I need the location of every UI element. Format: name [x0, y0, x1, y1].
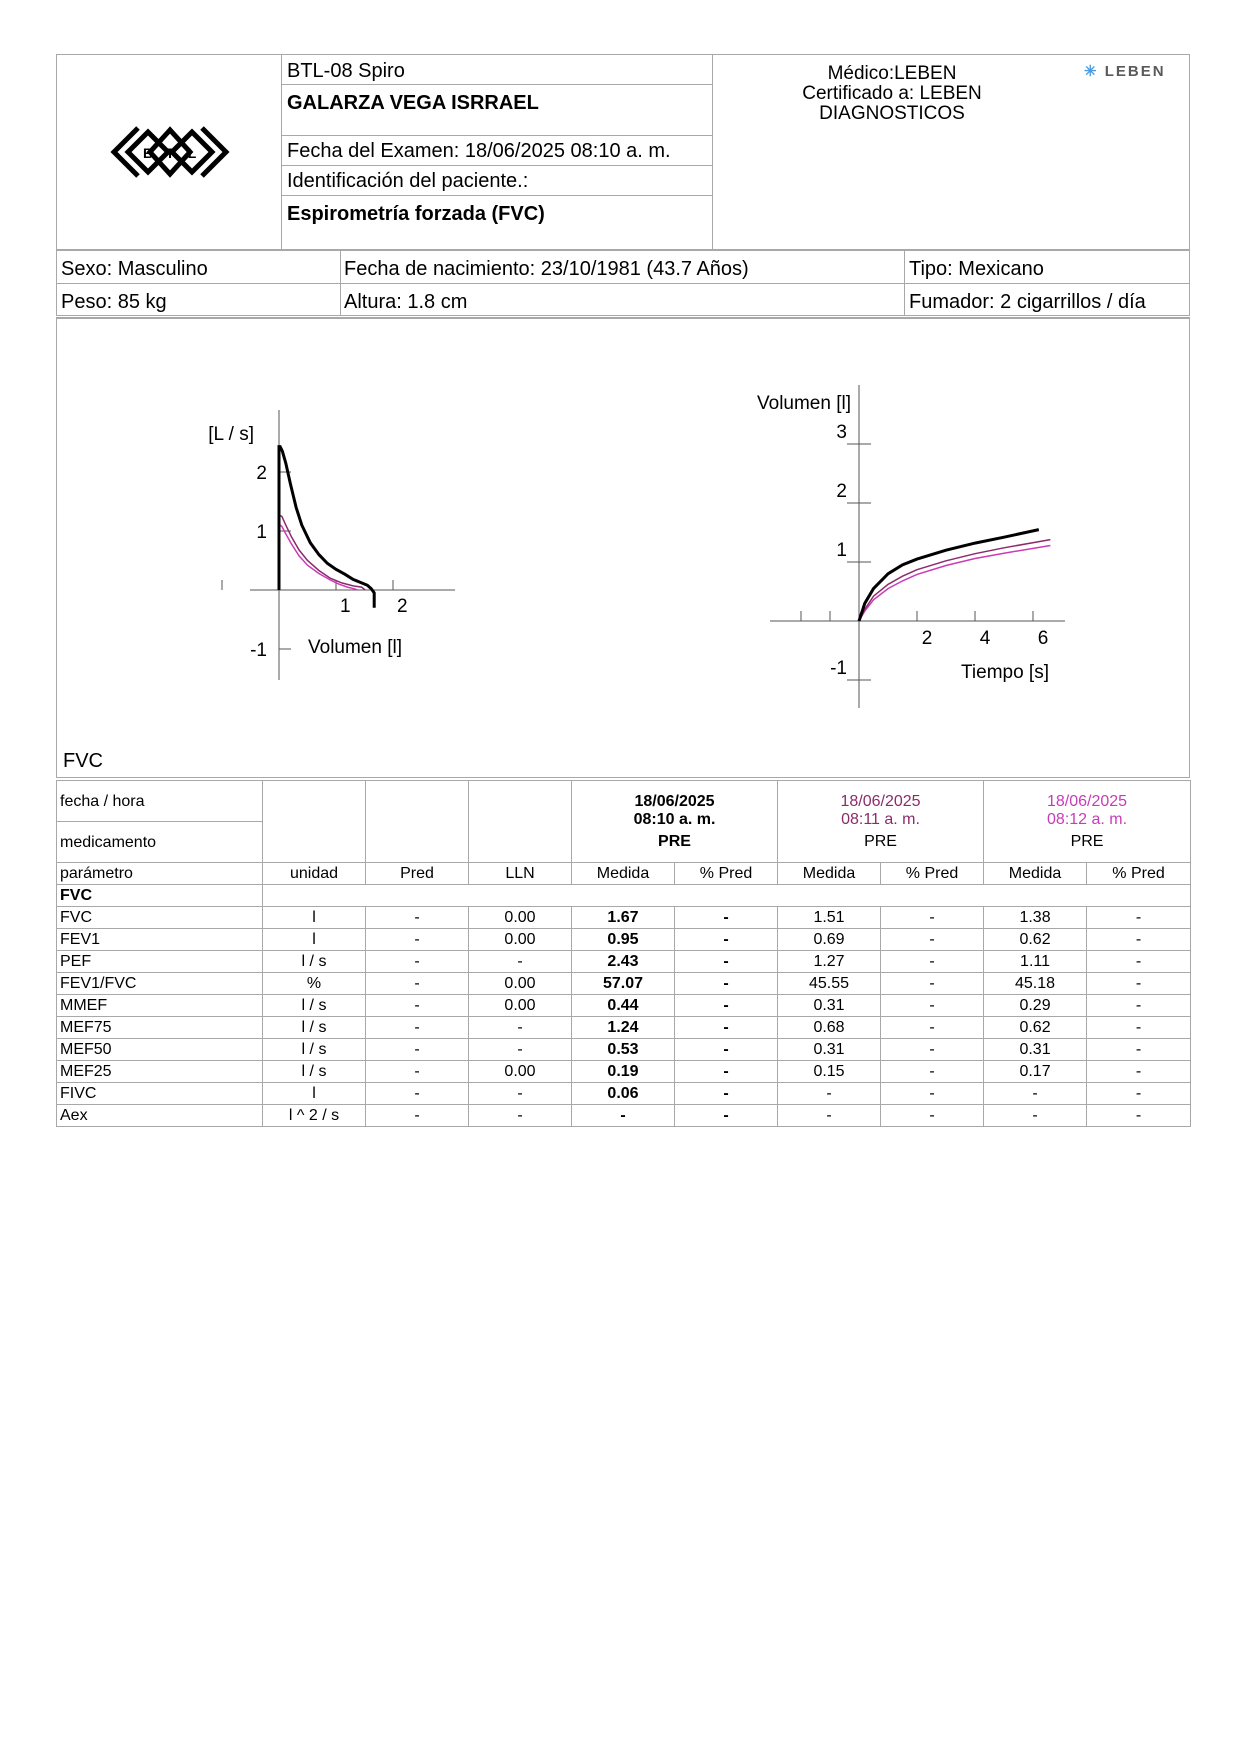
series-line — [859, 546, 1050, 622]
session-2-date: 18/06/2025 — [840, 792, 921, 810]
param-value: 0.95 — [572, 929, 675, 951]
param-value: l / s — [263, 1039, 366, 1061]
session-1-date: 18/06/2025 — [634, 792, 715, 810]
table-row — [57, 951, 1191, 973]
param-value: l / s — [263, 1017, 366, 1039]
param-name: MMEF — [57, 995, 263, 1017]
param-value: 1.67 — [572, 907, 675, 929]
param-value: - — [675, 1017, 778, 1039]
patient-smoker: Fumador: 2 cigarrillos / día — [909, 291, 1146, 313]
y-tick-label: 2 — [836, 481, 847, 502]
param-value: - — [366, 1061, 469, 1083]
x-axis-label: Tiempo [s] — [961, 662, 1049, 683]
param-name: MEF75 — [57, 1017, 263, 1039]
param-value: 1.38 — [984, 907, 1087, 929]
param-value: 0.31 — [778, 995, 881, 1017]
col-header: Medida — [572, 863, 675, 885]
param-value: - — [1087, 1061, 1191, 1083]
y-axis-label: Volumen [l] — [757, 393, 851, 414]
param-value: - — [1087, 1039, 1191, 1061]
series-line — [279, 447, 374, 608]
param-value: - — [675, 1105, 778, 1127]
param-value: - — [469, 1083, 572, 1105]
param-name: MEF25 — [57, 1061, 263, 1083]
param-value: - — [881, 1061, 984, 1083]
volume-time-chart — [690, 385, 1070, 715]
header-row-line — [281, 84, 712, 85]
param-value: - — [1087, 951, 1191, 973]
param-value: - — [469, 951, 572, 973]
param-value: - — [881, 1039, 984, 1061]
y-tick-label: 1 — [256, 522, 267, 543]
param-name: PEF — [57, 951, 263, 973]
header-blank — [366, 781, 469, 863]
param-value: 0.62 — [984, 1017, 1087, 1039]
x-tick-label: 4 — [979, 628, 991, 649]
header-blank — [469, 781, 572, 863]
param-value: - — [1087, 907, 1191, 929]
param-value: - — [984, 1105, 1087, 1127]
param-value: - — [1087, 1083, 1191, 1105]
param-value: - — [881, 1083, 984, 1105]
param-value: 45.55 — [778, 973, 881, 995]
param-value: l / s — [263, 951, 366, 973]
param-name: FVC — [57, 907, 263, 929]
patient-col-line — [904, 250, 905, 316]
param-value: l — [263, 907, 366, 929]
x-tick-label: 6 — [1037, 628, 1049, 649]
param-value: - — [366, 1105, 469, 1127]
param-value: - — [881, 951, 984, 973]
btl-logo-icon — [110, 120, 230, 184]
param-value: 0.19 — [572, 1061, 675, 1083]
param-value: 0.00 — [469, 1061, 572, 1083]
param-value: - — [469, 1039, 572, 1061]
param-value: - — [1087, 929, 1191, 951]
header-row-line — [281, 135, 712, 136]
patient-weight: Peso: 85 kg — [61, 291, 167, 313]
param-value: 0.62 — [984, 929, 1087, 951]
param-value: 1.24 — [572, 1017, 675, 1039]
y-tick-label: 2 — [256, 463, 267, 484]
label-medicamento: medicamento — [57, 822, 263, 863]
param-value: 0.53 — [572, 1039, 675, 1061]
param-value: 57.07 — [572, 973, 675, 995]
header-blank — [263, 781, 366, 863]
param-value: 1.51 — [778, 907, 881, 929]
section-label: FVC — [57, 885, 263, 907]
param-value: - — [881, 929, 984, 951]
col-header: Medida — [984, 863, 1087, 885]
x-tick-label: 2 — [397, 596, 408, 617]
session-1-med: PRE — [658, 832, 691, 850]
param-value: 2.43 — [572, 951, 675, 973]
param-value: 0.00 — [469, 929, 572, 951]
param-value: - — [366, 1039, 469, 1061]
param-value: l / s — [263, 1061, 366, 1083]
param-value: - — [675, 1039, 778, 1061]
param-value: - — [778, 1083, 881, 1105]
col-header: parámetro — [57, 863, 263, 885]
patient-sex: Sexo: Masculino — [61, 258, 208, 280]
y-tick-label: -1 — [250, 640, 267, 661]
param-value: 1.27 — [778, 951, 881, 973]
table-row — [57, 1061, 1191, 1083]
patient-col-line — [340, 250, 341, 316]
doctor-info — [712, 64, 1072, 124]
param-value: 0.44 — [572, 995, 675, 1017]
param-value: l — [263, 929, 366, 951]
param-value: - — [881, 1105, 984, 1127]
x-axis-label: Volumen [l] — [308, 637, 402, 658]
btl-logo-letter: T — [165, 145, 175, 161]
exam-date: Fecha del Examen: 18/06/2025 08:10 a. m. — [287, 140, 671, 162]
section-row — [57, 885, 1191, 907]
param-value: - — [469, 1105, 572, 1127]
x-tick-label: 1 — [340, 596, 351, 617]
col-header: % Pred — [881, 863, 984, 885]
session-2-header — [778, 781, 984, 863]
table-row — [57, 1105, 1191, 1127]
param-value: 0.00 — [469, 995, 572, 1017]
table-row — [57, 973, 1191, 995]
param-value: - — [1087, 973, 1191, 995]
header-row-line — [281, 195, 712, 196]
param-value: 0.00 — [469, 973, 572, 995]
table-row — [57, 1083, 1191, 1105]
param-value: - — [366, 995, 469, 1017]
param-value: - — [1087, 1017, 1191, 1039]
certified-to-line2: DIAGNOSTICOS — [819, 103, 965, 124]
param-value: l / s — [263, 995, 366, 1017]
param-value: 0.69 — [778, 929, 881, 951]
param-value: - — [1087, 995, 1191, 1017]
col-header: LLN — [469, 863, 572, 885]
param-value: - — [881, 995, 984, 1017]
session-3-header — [984, 781, 1191, 863]
doctor-name: Médico:LEBEN — [827, 63, 957, 84]
patient-birth: Fecha de nacimiento: 23/10/1981 (43.7 Años) — [344, 258, 749, 280]
param-value: 45.18 — [984, 973, 1087, 995]
device-name: BTL-08 Spiro — [287, 60, 405, 82]
param-value: - — [675, 929, 778, 951]
param-value: - — [366, 1017, 469, 1039]
param-value: - — [675, 1083, 778, 1105]
param-name: MEF50 — [57, 1039, 263, 1061]
param-value: l — [263, 1083, 366, 1105]
param-value: 0.68 — [778, 1017, 881, 1039]
param-value: - — [675, 951, 778, 973]
col-header: Medida — [778, 863, 881, 885]
btl-logo-letter: L — [187, 145, 197, 161]
param-value: 0.29 — [984, 995, 1087, 1017]
col-header: unidad — [263, 863, 366, 885]
patient-height: Altura: 1.8 cm — [344, 291, 468, 313]
leben-logo-text: LEBEN — [1104, 63, 1166, 80]
x-tick-label: 2 — [921, 628, 933, 649]
y-tick-label: -1 — [830, 658, 847, 679]
test-type: Espirometría forzada (FVC) — [287, 203, 545, 225]
param-value: l ^ 2 / s — [263, 1105, 366, 1127]
session-2-med: PRE — [864, 832, 897, 850]
y-axis-label: [L / s] — [208, 424, 254, 445]
table-row — [57, 1017, 1191, 1039]
session-3-time: 08:12 a. m. — [1047, 810, 1128, 828]
graphs-caption: FVC — [63, 750, 103, 772]
patient-name: GALARZA VEGA ISRRAEL — [287, 92, 539, 114]
param-value: - — [469, 1017, 572, 1039]
session-2-time: 08:11 a. m. — [841, 810, 920, 828]
param-value: 0.31 — [778, 1039, 881, 1061]
param-name: FEV1 — [57, 929, 263, 951]
results-table — [56, 780, 1191, 1127]
param-value: 0.31 — [984, 1039, 1087, 1061]
patient-type: Tipo: Mexicano — [909, 258, 1044, 280]
table-row — [57, 1039, 1191, 1061]
param-value: - — [366, 951, 469, 973]
series-line — [859, 540, 1050, 621]
header-row-line — [281, 165, 712, 166]
section-blank — [263, 885, 1191, 907]
param-value: - — [366, 929, 469, 951]
session-1-time: 08:10 a. m. — [633, 810, 716, 828]
table-row — [57, 907, 1191, 929]
patient-id: Identificación del paciente.: — [287, 170, 529, 192]
patient-row-line — [56, 283, 1190, 284]
series-line — [859, 530, 1039, 621]
param-name: FIVC — [57, 1083, 263, 1105]
param-value: - — [778, 1105, 881, 1127]
param-value: - — [675, 995, 778, 1017]
param-value: - — [366, 907, 469, 929]
certified-to: Certificado a: LEBEN — [802, 83, 982, 104]
param-value: 0.15 — [778, 1061, 881, 1083]
y-tick-label: 3 — [836, 422, 847, 443]
param-value: 1.11 — [984, 951, 1087, 973]
col-header: Pred — [366, 863, 469, 885]
leben-logo — [1084, 62, 1184, 84]
param-value: - — [675, 907, 778, 929]
param-value: - — [675, 973, 778, 995]
col-header: % Pred — [1087, 863, 1191, 885]
session-1-header — [572, 781, 778, 863]
param-value: - — [572, 1105, 675, 1127]
param-value: - — [366, 1083, 469, 1105]
param-value: - — [1087, 1105, 1191, 1127]
param-name: FEV1/FVC — [57, 973, 263, 995]
param-value: 0.00 — [469, 907, 572, 929]
param-value: - — [984, 1083, 1087, 1105]
param-value: 0.06 — [572, 1083, 675, 1105]
y-tick-label: 1 — [836, 540, 847, 561]
table-row — [57, 995, 1191, 1017]
table-row — [57, 929, 1191, 951]
flow-volume-chart — [180, 400, 480, 690]
param-value: - — [366, 973, 469, 995]
session-3-date: 18/06/2025 — [1047, 792, 1128, 810]
param-value: - — [881, 907, 984, 929]
btl-logo-letter: B — [142, 145, 154, 161]
param-value: - — [881, 1017, 984, 1039]
leben-logo-icon: ✳ — [1084, 63, 1099, 80]
param-value: - — [675, 1061, 778, 1083]
session-3-med: PRE — [1070, 832, 1104, 850]
col-header: % Pred — [675, 863, 778, 885]
param-value: 0.17 — [984, 1061, 1087, 1083]
label-fecha-hora: fecha / hora — [57, 781, 263, 822]
param-value: % — [263, 973, 366, 995]
param-value: - — [881, 973, 984, 995]
param-name: Aex — [57, 1105, 263, 1127]
column-header-row — [57, 863, 1191, 885]
